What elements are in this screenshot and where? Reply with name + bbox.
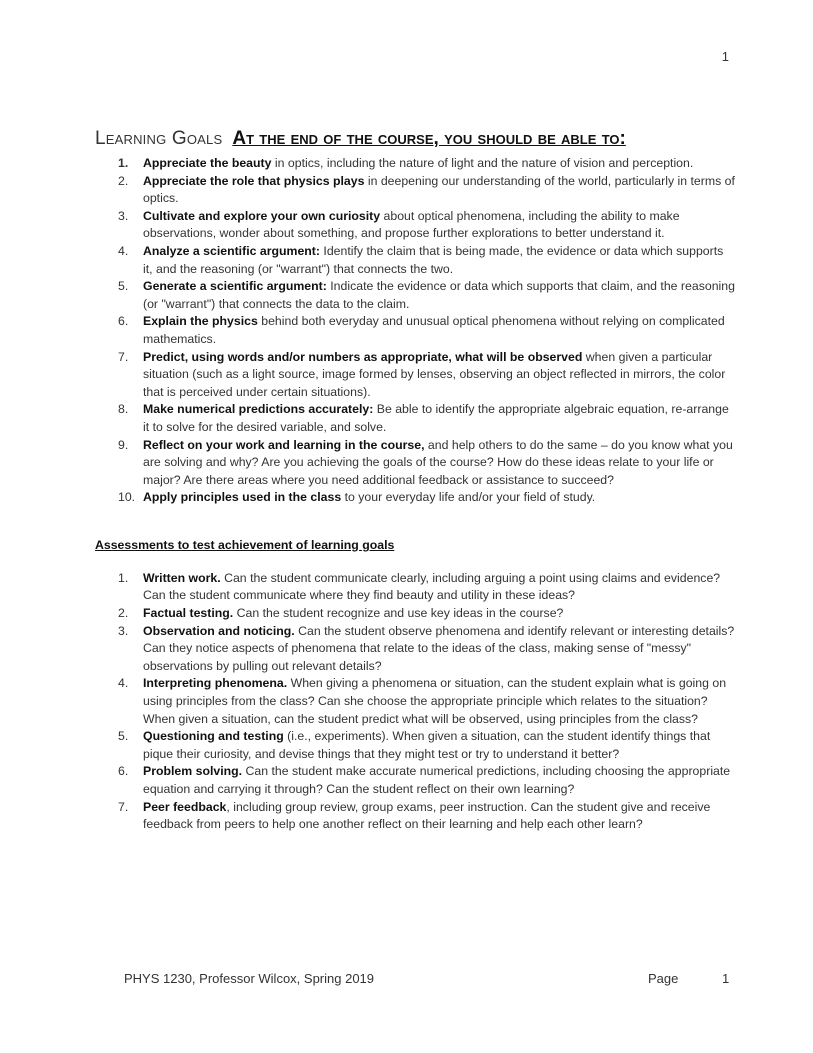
list-item <box>95 799 735 834</box>
goal-heading: Explain the physics <box>143 314 258 329</box>
goal-heading: Analyze a scientific argument: <box>143 243 320 258</box>
list-item <box>95 605 735 623</box>
goal-heading: Reflect on your work and learning in the course, <box>143 437 425 452</box>
page-title <box>95 128 735 150</box>
list-number: 1. <box>118 570 129 585</box>
goal-heading: Make numerical predictions accurately: <box>143 402 374 417</box>
list-item <box>95 675 735 728</box>
list-item <box>95 489 735 507</box>
goal-text: behind both everyday and unusual optical phenomena without relying on complicated mathematics. <box>143 314 725 346</box>
list-number: 4. <box>118 676 129 691</box>
list-number: 7. <box>118 799 129 814</box>
assessment-heading: Interpreting phenomena. <box>143 676 288 691</box>
assessment-text: , including group review, group exams, peer instruction. Can the student give and receive feedback from peers to help one another reflect on their learning and help each other learn? <box>143 799 711 832</box>
list-number: 2. <box>118 606 129 621</box>
list-item <box>95 155 735 173</box>
assessments-heading: Assessments to test achievement of learning goals <box>95 537 395 552</box>
list-number: 5. <box>118 729 129 744</box>
document-body <box>95 128 735 834</box>
assessment-heading: Observation and noticing. <box>143 623 295 638</box>
footer-course-info: PHYS 1230, Professor Wilcox, Spring 2019 <box>124 971 375 986</box>
assessment-heading: Peer feedback <box>143 799 227 814</box>
list-item <box>95 278 735 313</box>
assessment-text: Can the student recognize and use key ideas in the course? <box>233 606 564 621</box>
list-number: 8. <box>118 402 129 417</box>
assessment-heading: Questioning and testing <box>143 729 284 744</box>
list-item <box>95 623 735 676</box>
list-item <box>95 728 735 763</box>
assessment-text: Can the student observe phenomena and identify relevant or interesting details? Can they notice aspects of phenomena that relate to the ideas of the class, making sense of "messy" observations by pulling out relevant details? <box>143 623 735 673</box>
list-number: 6. <box>118 764 129 779</box>
footer-page-label: Page <box>648 971 679 986</box>
goal-text: in optics, including the nature of light and the nature of vision and perception. <box>271 156 694 170</box>
list-item <box>95 349 735 402</box>
list-item <box>95 570 735 605</box>
assessments-list <box>95 570 735 834</box>
assessment-heading: Written work. <box>143 570 221 585</box>
list-number: 5. <box>118 279 129 294</box>
list-number: 4. <box>118 243 129 258</box>
footer-page-number: 1 <box>722 971 730 986</box>
list-number: 10. <box>118 490 136 505</box>
list-number: 3. <box>118 623 129 638</box>
list-number: 3. <box>118 208 129 223</box>
list-item <box>95 437 735 490</box>
goal-text: Identify the claim that is being made, the evidence or data which supports it, and the reasoning (or "warrant") that connects the two. <box>143 243 724 276</box>
list-number: 6. <box>118 314 129 329</box>
assessment-text: Can the student make accurate numerical predictions, including choosing the appropriate equation and carrying it through? Can the student reflect on their own learning? <box>143 764 731 796</box>
list-item <box>95 313 735 348</box>
goal-heading: Generate a scientific argument: <box>143 279 327 294</box>
list-item <box>95 173 735 208</box>
assessment-heading: Factual testing. <box>143 606 234 621</box>
list-item <box>95 401 735 436</box>
goal-text: about optical phenomena, including the ability to make observations, wonder about something, and propose further explorations to better understand it. <box>143 208 680 241</box>
goal-text: Be able to identify the appropriate algebraic equation, re-arrange it to solve for the desired variable, and solve. <box>143 402 729 434</box>
title-main: Learning Goals <box>95 128 223 149</box>
goal-text: to your everyday life and/or your field of study. <box>341 490 596 505</box>
list-number: 7. <box>118 349 129 364</box>
goal-text: and help others to do the same – do you know what you are solving and why? Are you achieving the goals of the course? How do these ideas relate to your life or major? Are there areas where you need additional feedback or assistance to succeed? <box>143 437 733 487</box>
list-number: 1. <box>118 156 129 170</box>
goal-text: in deepening our understanding of the world, particularly in terms of optics. <box>143 173 735 206</box>
goal-heading: Predict, using words and/or numbers as appropriate, what will be observed <box>143 349 583 364</box>
header-page-number: 1 <box>721 49 729 64</box>
assessment-text: (i.e., experiments). When given a situation, can the student identify things that pique their curiosity, and devise things that they might test or try to understand it better? <box>143 729 711 761</box>
list-item <box>95 763 735 798</box>
list-item <box>95 208 735 243</box>
assessment-text: When giving a phenomena or situation, can the student explain what is going on using principles from the class? Can she choose the appropriate principle which relates to the situation? When given a situation, can the student predict what will be observed, using principles from the class? <box>143 676 727 726</box>
list-number: 2. <box>118 173 129 188</box>
learning-goals-list <box>95 155 735 507</box>
list-item <box>95 243 735 278</box>
assessment-heading: Problem solving. <box>143 764 243 779</box>
list-number: 9. <box>118 437 129 452</box>
goal-text: Indicate the evidence or data which supports that claim, and the reasoning (or "warrant") that connects the data to the claim. <box>143 279 735 311</box>
goal-heading: Appreciate the beauty <box>143 156 272 170</box>
assessment-text: Can the student communicate clearly, including arguing a point using claims and evidence? Can the student communicate where they find beauty and utility in these ideas? <box>143 570 721 603</box>
title-emphasis: At the end of the course, you should be able to: <box>232 128 626 149</box>
goal-text: when given a particular situation (such as a light source, image formed by lenses, observing an object reflected in mirrors, the color that is perceived under certain situations). <box>143 349 726 399</box>
goal-heading: Appreciate the role that physics plays <box>143 173 365 188</box>
goal-heading: Apply principles used in the class <box>143 490 342 505</box>
goal-heading: Cultivate and explore your own curiosity <box>143 208 381 223</box>
